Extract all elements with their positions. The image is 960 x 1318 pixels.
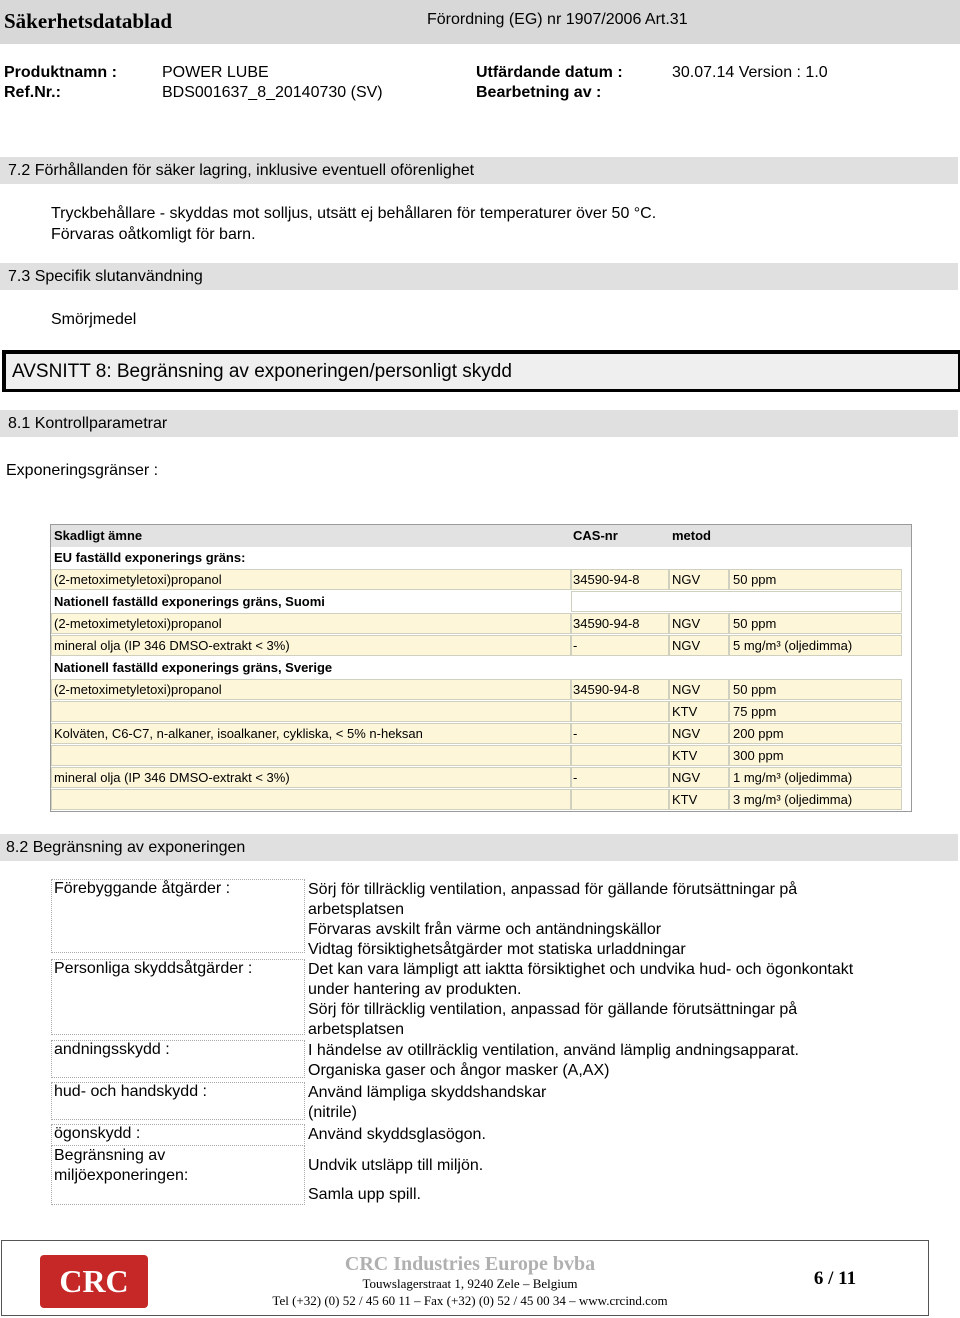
text-line: Använd lämpliga skyddshandskar [308,1084,547,1101]
storage-text-2: Förvaras oåtkomligt för barn. [51,226,256,243]
column-header-cas: CAS-nr [573,528,618,543]
method-cell: NGV [672,572,701,587]
text-line: I händelse av otillräcklig ventilation, använd lämplig andningsapparat. [308,1042,799,1059]
exposure-limits-heading: Exponeringsgränser : [6,462,159,479]
value-cell: 200 ppm [733,726,784,741]
table-row [51,745,911,767]
end-use-text: Smörjmedel [51,311,137,328]
group-label: Nationell faställd exponerings gräns, Sverige [54,660,333,675]
section-7-2-bar [0,157,958,184]
text-line: Det kan vara lämpligt att iaktta försiktighet och undvika hud- och ögonkontakt [308,961,854,978]
section-8-2-bar [0,834,958,861]
cas-cell: - [573,638,578,653]
value-cell: 50 ppm [733,682,777,697]
environmental-exposure-label [51,1145,305,1205]
page-number: 6 / 11 [813,1268,857,1289]
respiratory-protection-text [308,1041,908,1081]
method-cell: NGV [672,770,701,785]
preventive-measures-text [308,880,908,960]
issue-date-label: Utfärdande datum : [476,64,623,81]
cas-cell: - [573,726,578,741]
company-address: Touwslagerstraat 1, 9240 Zele – Belgium [362,1276,578,1291]
column-header-substance: Skadligt ämne [54,528,143,543]
text-line: arbetsplatsen [308,1021,405,1038]
issue-date-value: 30.07.14 Version : 1.0 [672,64,828,81]
preventive-measures-label: Förebyggande åtgärder : [51,879,305,953]
substance-cell: (2-metoximetyletoxi)propanol [54,682,222,697]
table-row [51,723,911,745]
table-row [51,767,911,789]
ref-number-value: BDS001637_8_20140730 (SV) [162,84,383,101]
product-name-label: Produktnamn : [4,64,117,81]
value-cell: 50 ppm [733,572,777,587]
table-row [51,679,911,701]
group-label: Nationell faställd exponerings gräns, Suomi [54,594,325,609]
value-cell: 300 ppm [733,748,784,763]
value-cell: 5 mg/m³ (oljedimma) [733,638,853,653]
personal-protection-text [308,960,908,1040]
crc-logo-text: CRC [59,1263,129,1299]
value-cell: 50 ppm [733,616,777,631]
section-8-1-title: 8.1 Kontrollparametrar [8,415,168,432]
method-cell: NGV [672,616,701,631]
method-cell: KTV [672,748,698,763]
personal-protection-label: Personliga skyddsåtgärder : [51,959,305,1035]
text-line: Sörj för tillräcklig ventilation, anpassad för gällande förutsättningar på [308,881,798,898]
method-cell: NGV [672,682,701,697]
group-row-finland [51,591,911,613]
value-cell: 75 ppm [733,704,777,719]
table-row [51,701,911,723]
text-line: under hantering av produkten. [308,981,522,998]
group-row-sweden [51,657,911,679]
cas-cell: 34590-94-8 [573,572,640,587]
value-cell: 3 mg/m³ (oljedimma) [733,792,853,807]
group-row-eu [51,547,911,569]
document-title: Säkerhetsdatablad [4,9,173,33]
table-row [51,635,911,657]
regulation-reference: Förordning (EG) nr 1907/2006 Art.31 [427,11,688,28]
text-line: miljöexponeringen: [54,1167,189,1184]
table-header-row [51,525,911,547]
text-line: Förvaras avskilt från värme och antändningskällor [308,921,662,938]
column-header-method: metod [672,528,711,543]
section-7-3-bar [0,263,958,290]
substance-cell: (2-metoximetyletoxi)propanol [54,616,222,631]
substance-cell: Kolväten, C6-C7, n-alkaner, isoalkaner, cykliska, < 5% n-heksan [54,726,423,741]
revision-label: Bearbetning av : [476,84,602,101]
text-line: Organiska gaser och ångor masker (A,AX) [308,1062,610,1079]
section-8-2-title: 8.2 Begränsning av exponeringen [6,839,246,856]
company-contact: Tel (+32) (0) 52 / 45 60 11 – Fax (+32) (0) 52 / 45 00 34 – www.crcind.com [272,1293,668,1308]
eye-protection-label: ögonskydd : [51,1124,305,1146]
method-cell: KTV [672,704,698,719]
section-8-heading-box [2,350,960,392]
method-cell: NGV [672,638,701,653]
environmental-exposure-text-2: Samla upp spill. [308,1186,421,1203]
table-row [51,789,911,811]
hand-protection-text [308,1083,908,1123]
environmental-exposure-text: Undvik utsläpp till miljön. [308,1157,484,1174]
cas-cell: 34590-94-8 [573,682,640,697]
substance-cell: mineral olja (IP 346 DMSO-extrakt < 3%) [54,770,290,785]
text-line: Begränsning av [54,1147,166,1164]
product-name-value: POWER LUBE [162,64,269,81]
substance-cell: (2-metoximetyletoxi)propanol [54,572,222,587]
cas-cell: 34590-94-8 [573,616,640,631]
text-line: Sörj för tillräcklig ventilation, anpassad för gällande förutsättningar på [308,1001,798,1018]
exposure-limits-table [50,524,912,812]
text-line: arbetsplatsen [308,901,405,918]
group-label: EU faställd exponerings gräns: [54,550,246,565]
section-8-title: AVSNITT 8: Begränsning av exponeringen/personligt skydd [12,361,512,382]
text-line: (nitrile) [308,1104,357,1121]
method-cell: NGV [672,726,701,741]
hand-protection-label: hud- och handskydd : [51,1082,305,1120]
substance-cell: mineral olja (IP 346 DMSO-extrakt < 3%) [54,638,290,653]
company-name: CRC Industries Europe bvba [344,1253,596,1275]
ref-number-label: Ref.Nr.: [4,84,61,101]
value-cell: 1 mg/m³ (oljedimma) [733,770,853,785]
table-row [51,613,911,635]
storage-text-1: Tryckbehållare - skyddas mot solljus, utsätt ej behållaren för temperaturer över 50 °C. [51,205,657,222]
cas-cell: - [573,770,578,785]
eye-protection-text: Använd skyddsglasögon. [308,1126,486,1143]
section-7-2-title: 7.2 Förhållanden för säker lagring, inklusive eventuell oförenlighet [8,162,475,179]
method-cell: KTV [672,792,698,807]
text-line: Vidtag försiktighetsåtgärder mot statiska urladdningar [308,941,686,958]
section-7-3-title: 7.3 Specifik slutanvändning [8,268,203,285]
section-8-1-bar [0,410,958,437]
respiratory-protection-label: andningsskydd : [51,1040,305,1078]
table-row [51,569,911,591]
